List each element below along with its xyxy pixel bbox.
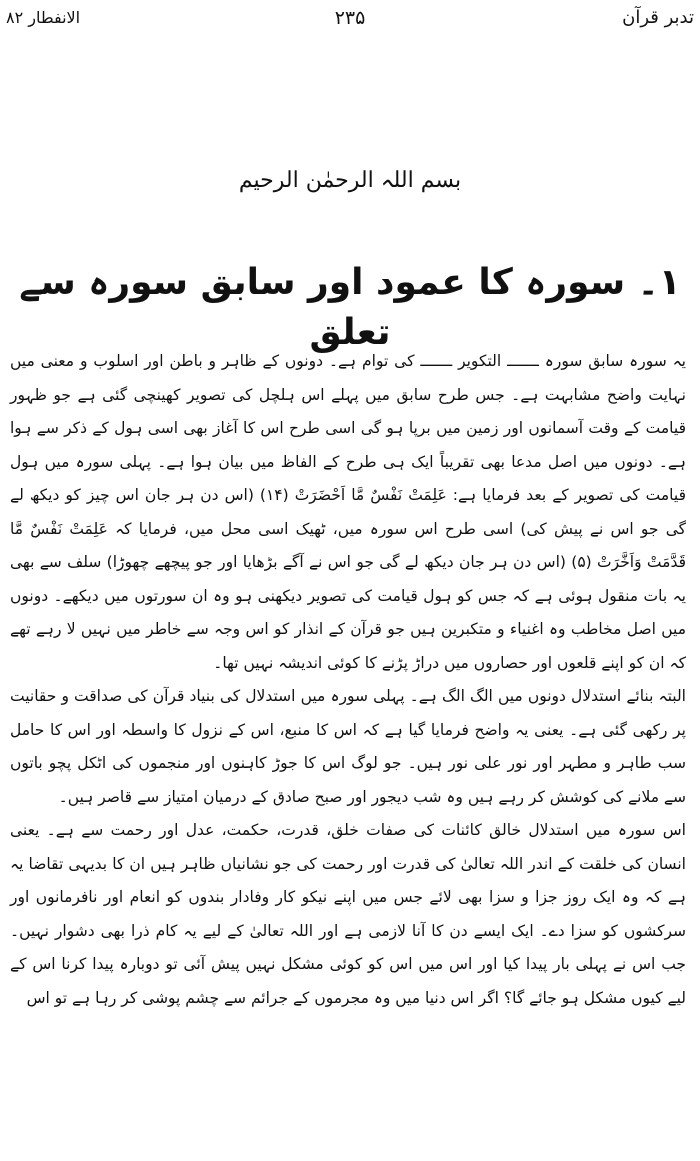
running-header-surah: الانفطار ۸۲ xyxy=(6,8,81,27)
paragraph: البتہ بنائے استدلال دونوں میں الگ الگ ہے۔ پہلی سورہ میں استدلال کی بنیاد قرآن کی صداقت و حقانیت پر رکھی گئی ہے۔ یعنی یہ واضح فرمایا گیا ہے کہ اس کا منبع، اس کے نزول کا واسطہ اور اس کا حامل سب طاہر و مطہر اور نور علی نور ہیں۔ جو لوگ اس کا جوڑ کاہنوں اور منجموں کی اٹکل پچو باتوں سے ملانے کی کوشش کر رہے ہیں وہ شب دیجور اور صبح صادق کے درمیان امتیاز سے قاصر ہیں۔ xyxy=(10,687,686,806)
bismillah-calligraphy: بسم اللہ الرحمٰن الرحیم xyxy=(238,168,462,193)
page-number: ۲۳۵ xyxy=(334,7,366,29)
section-heading: ۱۔ سورہ کا عمود اور سابق سورہ سے تعلق xyxy=(19,262,681,353)
paragraph: اس سورہ میں استدلال خالق کائنات کی صفات خلق، قدرت، حکمت، عدل اور رحمت سے ہے۔ یعنی انسان کی خلقت کے اندر اللہ تعالیٰ کی قدرت اور رحمت کی جو نشانیاں ظاہر ہیں ان کا بدیہی تقاضا یہ ہے کہ وہ ایک روز جزا و سزا بھی لائے جس میں اپنے نیکو کار وفادار بندوں کو انعام اور نافرمانوں اور سرکشوں کو سزا دے۔ ایک ایسے دن کا آنا لازمی ہے اور اللہ تعالیٰ کے لیے یہ کام ذرا بھی دشوار نہیں۔ جب اس نے پہلی بار پیدا کیا اور اس میں اس کو کوئی مشکل نہیں پیش آئی تو دوبارہ پیدا کرنا اس کے لیے کیوں مشکل ہو جائے گا؟ اگر اس دنیا میں وہ مجرموں کے جرائم سے چشم پوشی کر رہا ہے تو اس xyxy=(10,821,686,1007)
running-header-book-title: تدبر قرآن xyxy=(622,7,694,28)
paragraph: یہ سورہ سابق سورہ ـــــــ التکویر ـــــــ کی توام ہے۔ دونوں کے ظاہر و باطن اور اسلوب و معنی میں نہایت واضح مشابہت ہے۔ جس طرح سابق میں پہلے اس ہلچل کی تصویر کھینچی گئی ہے جو ظہور قیامت کے وقت آسمانوں اور زمین میں برپا ہو گی اسی طرح اس کا آغاز بھی اسی ہول کے ذکر سے ہوا ہے۔ دونوں میں اصل مدعا بھی تقریباً ایک ہی طرح کے الفاظ میں بیان ہوا ہے۔ پہلی سورہ میں ہول قیامت کی تصویر کے بعد فرمایا ہے: عَلِمَتْ نَفْسٌ مَّا اَحْضَرَتْ (۱۴) (اس دن ہر جان اس چیز کو دیکھ لے گی جو اس نے پیش کی) اسی طرح اس سورہ میں، ٹھیک اسی محل میں، فرمایا کہ عَلِمَتْ نَفْسٌ مَّا قَدَّمَتْ وَاَخَّرَتْ (۵) (اس دن ہر جان دیکھ لے گی جو اس نے آگے بڑھایا اور جو پیچھے چھوڑا) سلف سے بھی یہ بات منقول ہوئی ہے کہ جس کو ہول قیامت کی تصویر دیکھنی ہو وہ ان سورتوں میں دیکھے۔ دونوں میں اصل مخاطب وہ اغنیاء و متکبرین ہیں جو قرآن کے انذار کو اس وجہ سے خاطر میں نہیں لا رہے تھے کہ ان کو اپنے قلعوں اور حصاروں میں دراڑ پڑنے کا کوئی اندیشہ نہیں تھا۔ xyxy=(10,352,686,672)
body-text xyxy=(10,345,686,1015)
